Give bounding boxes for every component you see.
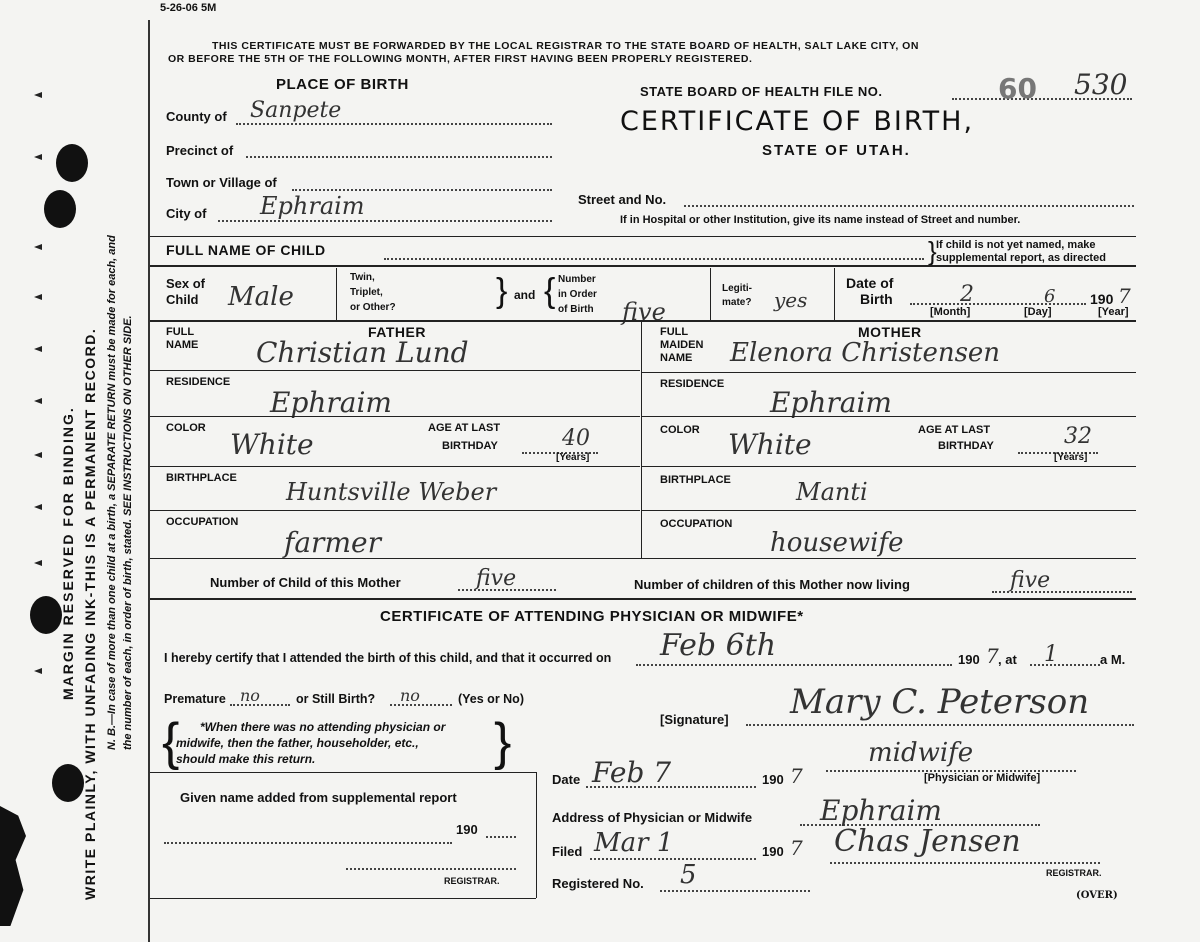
precinct-label: Precinct of bbox=[166, 143, 234, 158]
parents-divider bbox=[641, 322, 642, 558]
file-no-stamp: 60 bbox=[998, 72, 1037, 105]
father-age-label-2: BIRTHDAY bbox=[442, 440, 498, 452]
father-occupation: farmer bbox=[284, 526, 381, 559]
father-age: 40 bbox=[562, 426, 590, 451]
father-residence-label: RESIDENCE bbox=[166, 376, 231, 388]
time-line bbox=[1030, 664, 1100, 666]
twin-label-3: or Other? bbox=[350, 302, 396, 313]
binding-hole-1 bbox=[56, 144, 88, 182]
mother-occupation: housewife bbox=[770, 528, 904, 558]
yes-no-label: (Yes or No) bbox=[458, 692, 524, 706]
margin-tick bbox=[34, 154, 42, 160]
mother-residence-label: RESIDENCE bbox=[660, 378, 725, 390]
over-label: (OVER) bbox=[1076, 890, 1118, 901]
legit-value: yes bbox=[774, 288, 808, 312]
dob-label-2: Birth bbox=[860, 291, 893, 307]
dob-year-hand: 7 bbox=[1118, 284, 1131, 308]
mother-age-label-1: AGE AT LAST bbox=[918, 424, 991, 436]
mother-birthplace-label: BIRTHPLACE bbox=[660, 474, 731, 486]
notice-line1: THIS CERTIFICATE MUST BE FORWARDED BY THE LOCAL REGISTRAR TO THE STATE BOARD OF HEALTH, SALT LAKE CITY, ON bbox=[212, 40, 919, 52]
rule bbox=[150, 466, 640, 467]
cell-divider bbox=[834, 268, 835, 320]
signature-label: [Signature] bbox=[660, 712, 729, 727]
registered-label: Registered No. bbox=[552, 876, 644, 891]
supplemental-label: Given name added from supplemental report bbox=[180, 790, 457, 805]
margin-line bbox=[148, 20, 150, 942]
supplemental-line bbox=[164, 842, 452, 844]
order-label-2: in Order bbox=[558, 289, 597, 300]
write-plainly-text: WRITE PLAINLY, WITH UNFADING INK-THIS IS A PERMANENT RECORD. bbox=[82, 327, 98, 900]
occurred-line bbox=[636, 664, 952, 666]
unnamed-note-2: supplemental report, as directed bbox=[936, 252, 1106, 264]
legit-label-2: mate? bbox=[722, 297, 752, 308]
dob-line bbox=[910, 303, 1086, 305]
premature-value: no bbox=[240, 686, 260, 705]
occurred-value: Feb 6th bbox=[660, 628, 777, 663]
supplemental-year-line bbox=[486, 836, 516, 838]
brace: { bbox=[544, 272, 556, 310]
full-name-label: FULL NAME OF CHILD bbox=[166, 242, 326, 258]
filed-year-hand: 7 bbox=[790, 836, 803, 860]
certify-text: I hereby certify that I attended the birth of this child, and that it occurred on bbox=[164, 651, 612, 665]
address-value: Ephraim bbox=[820, 794, 942, 827]
month-label: [Month] bbox=[930, 306, 971, 318]
signature-line bbox=[746, 724, 1134, 726]
margin-tick bbox=[34, 294, 42, 300]
father-residence: Ephraim bbox=[270, 386, 392, 419]
child-number-label: Number of Child of this Mother bbox=[210, 575, 401, 590]
twin-label-2: Triplet, bbox=[350, 287, 383, 298]
father-years-label: [Years] bbox=[556, 452, 590, 463]
bottom-rule bbox=[150, 898, 536, 899]
supplemental-divider bbox=[536, 772, 537, 898]
registrar-line bbox=[830, 862, 1100, 864]
dob-year-printed: 190 bbox=[1090, 291, 1114, 307]
father-age-label-1: AGE AT LAST bbox=[428, 422, 501, 434]
living-value: five bbox=[1010, 568, 1051, 593]
living-label: Number of children of this Mother now living bbox=[634, 577, 910, 592]
father-birthplace: Huntsville Weber bbox=[286, 478, 497, 506]
stillbirth-label: or Still Birth? bbox=[296, 692, 376, 706]
thick-rule bbox=[150, 265, 1136, 267]
cell-divider bbox=[710, 268, 711, 320]
rule bbox=[642, 510, 1136, 511]
mother-age: 32 bbox=[1064, 424, 1092, 449]
father-occupation-label: OCCUPATION bbox=[166, 516, 239, 528]
date-year: 190 bbox=[762, 772, 784, 787]
binding-hole-4 bbox=[52, 764, 84, 802]
nb-note-line1: N. B.—In case of more than one child at a birth, a SEPARATE RETURN must be made for each, and bbox=[106, 235, 118, 750]
filed-year: 190 bbox=[762, 844, 784, 859]
town-line bbox=[292, 189, 552, 191]
unnamed-note-1: If child is not yet named, make bbox=[936, 239, 1096, 251]
note-line3: should make this return. bbox=[176, 752, 316, 766]
sex-label-1: Sex of bbox=[166, 276, 206, 291]
occurred-year-hand: 7 bbox=[986, 644, 999, 668]
child-number-value: five bbox=[476, 566, 517, 591]
registrar-label: REGISTRAR. bbox=[1046, 868, 1102, 878]
notice-line2: OR BEFORE THE 5TH OF THE FOLLOWING MONTH, AFTER FIRST HAVING BEEN PROPERLY REGISTERED. bbox=[168, 53, 753, 65]
twin-label-1: Twin, bbox=[350, 272, 375, 283]
brace: } bbox=[496, 272, 508, 310]
supplemental-registrar-line bbox=[346, 868, 516, 870]
rule bbox=[150, 236, 1136, 237]
file-no-label: STATE BOARD OF HEALTH FILE NO. bbox=[640, 84, 883, 99]
father-name: Christian Lund bbox=[256, 336, 469, 369]
father-full-1: FULL bbox=[166, 326, 195, 338]
binding-hole-2 bbox=[44, 190, 76, 228]
nb-note-line2: the number of each, in order of birth, stated. SEE INSTRUCTIONS ON OTHER SIDE. bbox=[122, 315, 134, 750]
rule bbox=[150, 772, 536, 773]
legit-label-1: Legiti- bbox=[722, 283, 752, 294]
sex-label-2: Child bbox=[166, 292, 199, 307]
rule bbox=[150, 416, 640, 417]
am-label: a M. bbox=[1100, 652, 1126, 667]
margin-tick bbox=[34, 504, 42, 510]
city-value: Ephraim bbox=[260, 192, 365, 220]
father-color: White bbox=[230, 428, 314, 461]
occurred-year: 190 bbox=[958, 652, 980, 667]
county-value: Sanpete bbox=[250, 98, 342, 123]
mother-color-label: COLOR bbox=[660, 424, 700, 436]
father-color-label: COLOR bbox=[166, 422, 206, 434]
year-label: [Year] bbox=[1098, 306, 1129, 318]
county-line bbox=[236, 123, 552, 125]
filed-label: Filed bbox=[552, 844, 583, 859]
margin-tick bbox=[34, 452, 42, 458]
rule bbox=[150, 558, 1136, 559]
dob-day: 6 bbox=[1044, 286, 1056, 307]
rule bbox=[642, 466, 1136, 467]
mother-full-2: MAIDEN bbox=[660, 339, 704, 351]
registered-line bbox=[660, 890, 810, 892]
binding-hole-3 bbox=[30, 596, 62, 634]
thick-rule bbox=[150, 320, 1136, 322]
note-line2: midwife, then the father, householder, etc., bbox=[176, 736, 419, 750]
town-label: Town or Village of bbox=[166, 175, 277, 190]
mother-occupation-label: OCCUPATION bbox=[660, 518, 733, 530]
margin-tick bbox=[34, 92, 42, 98]
supplemental-registrar: REGISTRAR. bbox=[444, 876, 500, 886]
filed-line bbox=[590, 858, 756, 860]
premature-label: Premature bbox=[164, 692, 226, 706]
father-birthplace-label: BIRTHPLACE bbox=[166, 472, 237, 484]
margin-tick bbox=[34, 244, 42, 250]
county-label: County of bbox=[166, 109, 227, 124]
mother-residence: Ephraim bbox=[770, 386, 892, 419]
city-label: City of bbox=[166, 206, 207, 221]
brace: } bbox=[928, 236, 937, 266]
title-value: midwife bbox=[868, 738, 974, 768]
torn-edge bbox=[0, 806, 26, 926]
rule bbox=[642, 372, 1136, 373]
dob-month: 2 bbox=[960, 282, 974, 307]
brace: { bbox=[162, 713, 180, 771]
father-full-2: NAME bbox=[166, 339, 199, 351]
mother-years-label: [Years] bbox=[1054, 452, 1088, 463]
certificate-subtitle: STATE OF UTAH. bbox=[762, 142, 911, 159]
certificate-title: CERTIFICATE OF BIRTH, bbox=[620, 106, 975, 137]
rule bbox=[150, 510, 640, 511]
place-of-birth-heading: PLACE OF BIRTH bbox=[276, 76, 409, 93]
mother-birthplace: Manti bbox=[796, 478, 868, 506]
title-label: [Physician or Midwife] bbox=[924, 772, 1041, 784]
street-label: Street and No. bbox=[578, 192, 667, 207]
at-label: , at bbox=[998, 652, 1017, 667]
date-label: Date bbox=[552, 772, 581, 787]
cell-divider bbox=[336, 268, 337, 320]
full-name-line bbox=[384, 258, 924, 260]
registrar-signature: Chas Jensen bbox=[834, 824, 1021, 859]
hospital-note: If in Hospital or other Institution, give its name instead of Street and number. bbox=[620, 214, 1021, 226]
registered-value: 5 bbox=[680, 860, 697, 890]
brace: } bbox=[494, 713, 512, 771]
order-label-3: of Birth bbox=[558, 304, 594, 315]
margin-tick bbox=[34, 560, 42, 566]
mother-full-3: NAME bbox=[660, 352, 693, 364]
and-label: and bbox=[514, 288, 536, 302]
file-no-hand: 530 bbox=[1074, 68, 1128, 101]
physician-heading: CERTIFICATE OF ATTENDING PHYSICIAN OR MIDWIFE* bbox=[380, 608, 804, 625]
filed-value: Mar 1 bbox=[594, 828, 674, 858]
rule bbox=[642, 416, 1136, 417]
margin-reserved-text: MARGIN RESERVED FOR BINDING. bbox=[60, 406, 76, 700]
mother-heading: MOTHER bbox=[858, 324, 922, 340]
signature-value: Mary C. Peterson bbox=[790, 682, 1090, 722]
rule bbox=[150, 370, 640, 371]
precinct-line bbox=[246, 156, 552, 158]
thick-rule bbox=[150, 598, 1136, 600]
margin-tick bbox=[34, 668, 42, 674]
sex-value: Male bbox=[228, 282, 294, 312]
mother-full-1: FULL bbox=[660, 326, 689, 338]
day-label: [Day] bbox=[1024, 306, 1052, 318]
time-value: 1 bbox=[1044, 642, 1058, 667]
street-line bbox=[684, 205, 1134, 207]
order-value: five bbox=[622, 298, 666, 326]
premature-line bbox=[230, 704, 290, 706]
date-year-hand: 7 bbox=[790, 764, 803, 788]
supplemental-year: 190 bbox=[456, 822, 478, 837]
mother-name: Elenora Christensen bbox=[730, 338, 1001, 368]
note-line1: *When there was no attending physician or bbox=[200, 720, 446, 734]
margin-tick bbox=[34, 398, 42, 404]
address-label: Address of Physician or Midwife bbox=[552, 810, 753, 825]
margin-tick bbox=[34, 346, 42, 352]
order-label-1: Number bbox=[558, 274, 596, 285]
mother-age-label-2: BIRTHDAY bbox=[938, 440, 994, 452]
form-code: 5-26-06 5M bbox=[160, 2, 217, 14]
date-value: Feb 7 bbox=[592, 756, 672, 789]
stillbirth-value: no bbox=[400, 686, 420, 705]
mother-color: White bbox=[728, 428, 812, 461]
city-line bbox=[218, 220, 552, 222]
dob-label-1: Date of bbox=[846, 275, 894, 291]
father-heading: FATHER bbox=[368, 324, 426, 340]
